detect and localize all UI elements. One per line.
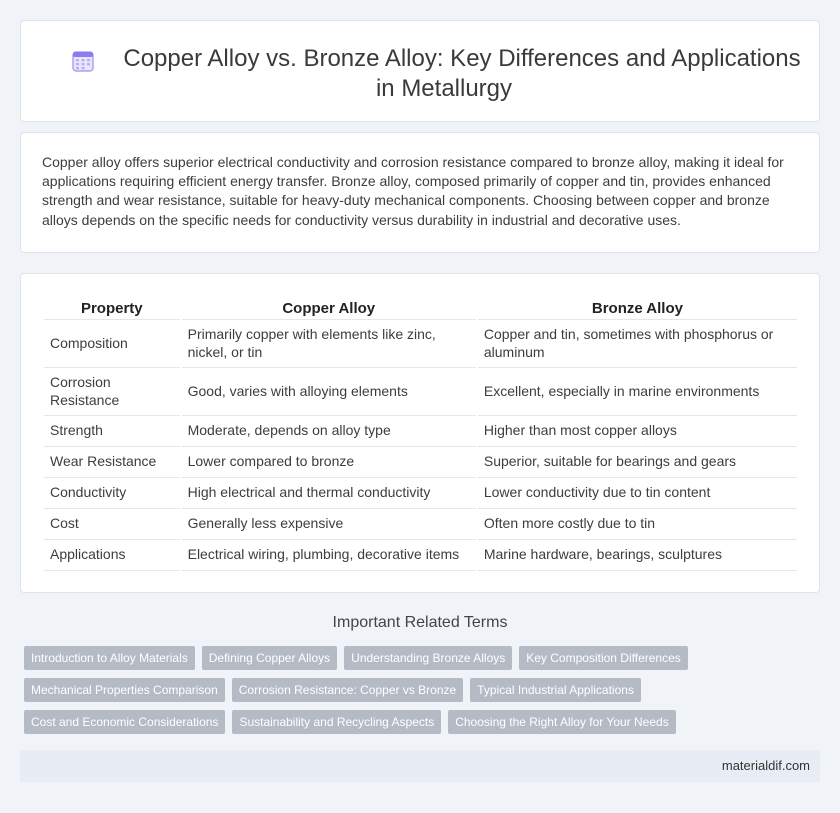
table-row (44, 478, 797, 509)
property-cell: Corrosion Resistance (44, 368, 180, 416)
bronze-cell: Marine hardware, bearings, sculptures (478, 540, 797, 571)
table-row (44, 509, 797, 540)
property-cell: Strength (44, 416, 180, 447)
related-terms-title: Important Related Terms (332, 614, 508, 631)
bronze-cell: Higher than most copper alloys (478, 416, 797, 447)
copper-cell: Lower compared to bronze (182, 447, 476, 478)
tag-row (24, 646, 814, 670)
tag-row (24, 678, 814, 702)
copper-cell: Good, varies with alloying elements (182, 368, 476, 416)
bronze-cell: Copper and tin, sometimes with phosphorus or aluminum (478, 320, 797, 368)
copper-cell: Electrical wiring, plumbing, decorative items (182, 540, 476, 571)
table-row (44, 320, 797, 368)
bronze-cell: Often more costly due to tin (478, 509, 797, 540)
related-terms-tags (24, 646, 814, 742)
summary-text: Copper alloy offers superior electrical conductivity and corrosion resistance compared to bronze alloy, making it ideal for applications requiring efficient energy transfer. Bronze alloy, composed primarily of copper and tin, provides enhanced strength and wear resistance, suitable for heavy-duty mechanical components. Choosing between copper and bronze alloys depends on the specific needs for conductivity versus durability in industrial and decorative uses. (42, 154, 784, 228)
site-name[interactable]: materialdif.com (721, 758, 810, 773)
property-cell: Conductivity (44, 478, 180, 509)
property-cell: Cost (44, 509, 180, 540)
header-bronze-alloy: Bronze Alloy (478, 296, 797, 320)
related-term-tag[interactable]: Introduction to Alloy Materials (24, 646, 195, 670)
header-copper-alloy: Copper Alloy (182, 296, 476, 320)
copper-cell: Generally less expensive (182, 509, 476, 540)
copper-cell: High electrical and thermal conductivity (182, 478, 476, 509)
header-property: Property (44, 296, 180, 320)
related-term-tag[interactable]: Corrosion Resistance: Copper vs Bronze (232, 678, 463, 702)
summary-card (20, 132, 820, 253)
footer (20, 750, 820, 782)
copper-cell: Moderate, depends on alloy type (182, 416, 476, 447)
comparison-table-card (20, 273, 820, 593)
table-row (44, 368, 797, 416)
bronze-cell: Lower conductivity due to tin content (478, 478, 797, 509)
property-cell: Composition (44, 320, 180, 368)
property-cell: Wear Resistance (44, 447, 180, 478)
related-term-tag[interactable]: Cost and Economic Considerations (24, 710, 225, 734)
bronze-cell: Excellent, especially in marine environments (478, 368, 797, 416)
page-title: Copper Alloy vs. Bronze Alloy: Key Differences and Applications in Metallurgy (123, 45, 801, 102)
related-term-tag[interactable]: Defining Copper Alloys (202, 646, 337, 670)
related-term-tag[interactable]: Mechanical Properties Comparison (24, 678, 225, 702)
related-term-tag[interactable]: Choosing the Right Alloy for Your Needs (448, 710, 675, 734)
table-row (44, 447, 797, 478)
table-row (44, 416, 797, 447)
related-term-tag[interactable]: Understanding Bronze Alloys (344, 646, 512, 670)
table-row (44, 540, 797, 571)
related-term-tag[interactable]: Key Composition Differences (519, 646, 688, 670)
comparison-table (42, 296, 799, 571)
copper-cell: Primarily copper with elements like zinc, nickel, or tin (182, 320, 476, 368)
related-term-tag[interactable]: Typical Industrial Applications (470, 678, 641, 702)
title-card (20, 20, 820, 122)
table-header-row (44, 296, 797, 320)
related-term-tag[interactable]: Sustainability and Recycling Aspects (232, 710, 441, 734)
bronze-cell: Superior, suitable for bearings and gears (478, 447, 797, 478)
tag-row (24, 710, 814, 734)
property-cell: Applications (44, 540, 180, 571)
